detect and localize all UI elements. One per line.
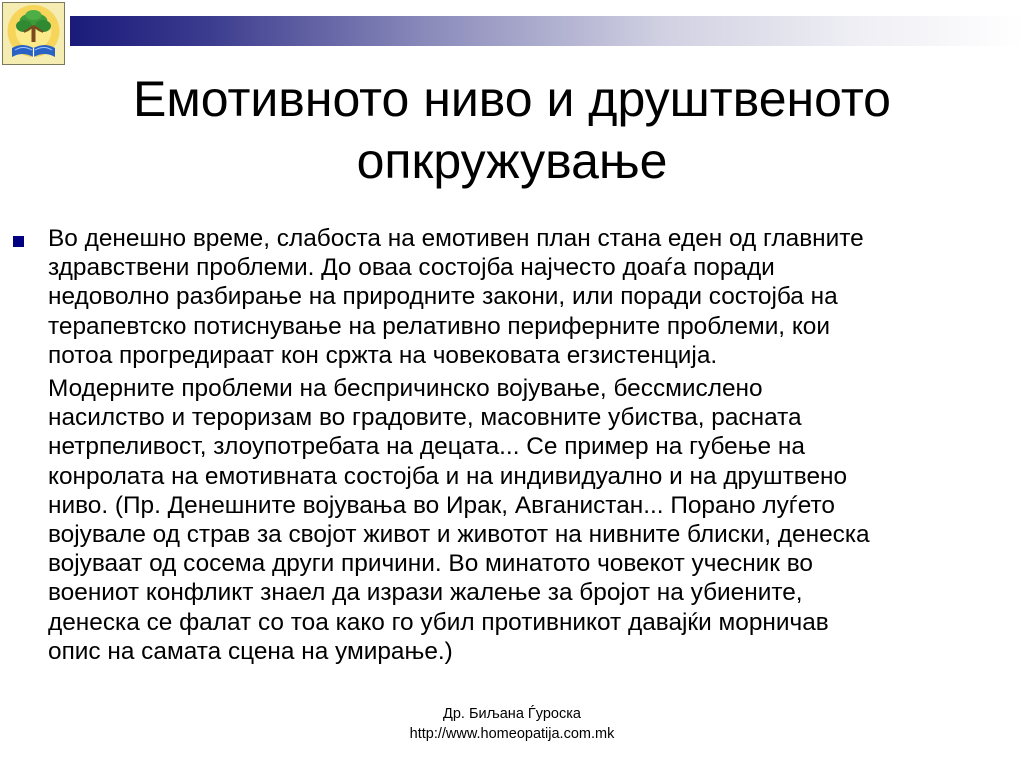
- slide-footer: [312, 704, 712, 744]
- square-bullet-icon: [13, 236, 24, 247]
- header-gradient-bar: [70, 16, 1024, 46]
- text-line: Во денешно време, слабоста на емотивен план стана еден од главните: [48, 225, 864, 252]
- text-line: војувале од страв за својот живот и животот на нивните блиски, денеска: [48, 521, 870, 549]
- text-line: денеска се фалат со тоа како го убил противникот давајќи морничав: [48, 608, 829, 636]
- text-line: терапевтско потиснување на релативно периферните проблеми, кои: [48, 312, 830, 340]
- text-line: опис на самата сцена на умирање.): [48, 637, 453, 665]
- bullet-paragraph: [48, 224, 1020, 370]
- text-line: војуваат од сосема други причини. Во минатото човекот учесник во: [48, 550, 813, 578]
- slide-body: [48, 224, 1020, 666]
- text-line: насилство и тероризам во градовите, масовните убиства, расната: [48, 404, 802, 432]
- continuation-paragraph: [48, 374, 1020, 666]
- text-line: недоволно разбирање на природните закони, или поради состојба на: [48, 283, 838, 311]
- slide-title-line: Емотивното ниво и друштвеното: [133, 71, 891, 127]
- text-line: нетрпеливост, злоупотребата на децата... Се пример на губење на: [48, 433, 805, 461]
- footer-url: http://www.homeopatija.com.mk: [409, 726, 615, 742]
- text-line: ниво. (Пр. Денешните војувања во Ирак, Авганистан... Порано луѓето: [48, 491, 835, 519]
- slide-title-line: опкружување: [356, 133, 668, 189]
- text-line: воениот конфликт знаел да изрази жалење за бројот на убиените,: [48, 579, 803, 607]
- slide-title: [40, 68, 984, 192]
- text-line: конролата на емотивната состојба и на индивидуално и на друштвено: [48, 462, 848, 490]
- tree-book-logo-icon: [2, 2, 65, 65]
- footer-author: Др. Биљана Ѓуроска: [443, 706, 581, 722]
- text-line: потоа прогредираат кон сржта на човековата егзистенција.: [48, 341, 718, 369]
- text-line: Модерните проблеми на беспричинско војување, бессмислено: [48, 375, 763, 403]
- text-line: здравствени проблеми. До оваа состојба најчесто доаѓа поради: [48, 254, 775, 282]
